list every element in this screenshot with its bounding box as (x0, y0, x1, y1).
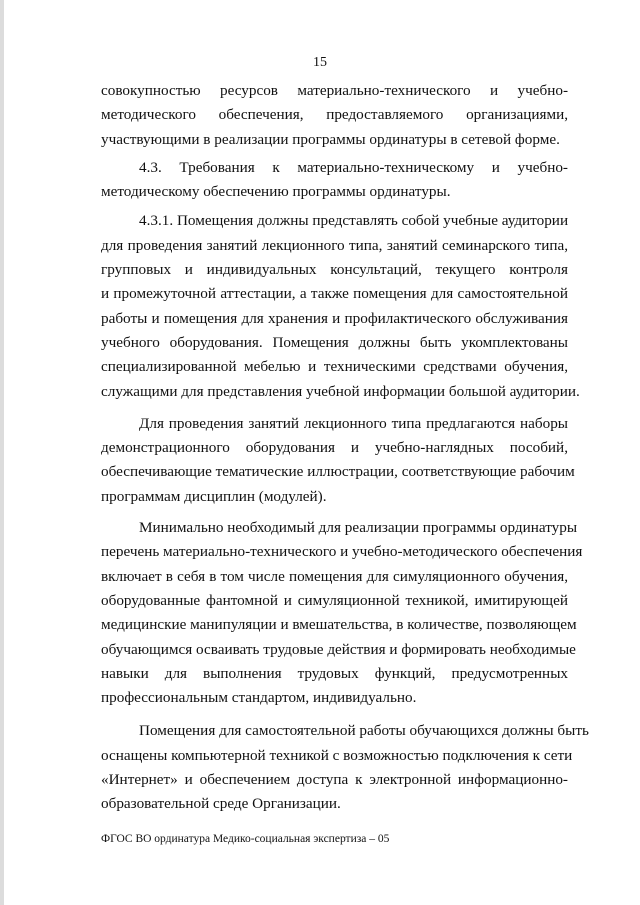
text-line: работы и помещения для хранения и профилактического обслуживания (101, 309, 568, 327)
text-line: методического обеспечения, предоставляемого организациями, (101, 106, 568, 124)
section-heading-4-3 (101, 156, 568, 205)
text-line: для проведения занятий лекционного типа, занятий семинарского типа, (101, 236, 568, 254)
text-line: обучающимся осваивать трудовые действия и формировать необходимые (101, 640, 576, 658)
document-body (101, 79, 589, 817)
text-line: служащими для представления учебной информации большой аудитории. (101, 382, 580, 400)
paragraph-self-study-rooms (101, 719, 589, 816)
section-number: 4.3. (139, 158, 162, 176)
text-line: обеспечивающие тематические иллюстрации, соответствующие рабочим (101, 463, 575, 481)
paragraph-4-3-1-premises (101, 209, 580, 403)
text-line: профессиональным стандартом, индивидуально. (101, 689, 417, 707)
text-line: Помещения для самостоятельной работы обучающихся должны быть (139, 722, 589, 740)
paragraph-lecture-equipment (101, 412, 575, 509)
page-footer: ФГОС ВО ординатура Медико-социальная экспертиза – 05 (101, 833, 390, 845)
section-heading-line (101, 156, 568, 180)
text-line: оснащены компьютерной техникой с возможностью подключения к сети (101, 746, 573, 764)
text-line: учебного оборудования. Помещения должны быть укомплектованы (101, 333, 568, 351)
text-line: медицинские манипуляции и вмешательства, в количестве, позволяющем (101, 616, 577, 634)
page-edge (0, 0, 4, 905)
paragraph-minimum-equipment (101, 516, 583, 710)
heading-word: материально-техническому (297, 158, 475, 176)
text-line: навыки для выполнения трудовых функций, предусмотренных (101, 664, 568, 682)
text-line: программам дисциплин (модулей). (101, 487, 327, 505)
text-line: демонстрационного оборудования и учебно-наглядных пособий, (101, 439, 568, 457)
paragraph-resources-continuation (101, 79, 568, 152)
text-line: и промежуточной аттестации, а также помещения для самостоятельной (101, 285, 568, 303)
text-line: перечень материально-технического и учебно-методического обеспечения (101, 543, 583, 561)
text-line: Для проведения занятий лекционного типа предлагаются наборы (139, 414, 568, 432)
text-line: образовательной среде Организации. (101, 795, 341, 813)
heading-word: учебно- (517, 158, 568, 176)
heading-word: к (272, 158, 280, 176)
text-line: «Интернет» и обеспечением доступа к электронной информационно- (101, 771, 568, 789)
text-line: участвующими в реализации программы ординатуры в сетевой форме. (101, 130, 560, 148)
text-line: групповых и индивидуальных консультаций, текущего контроля (101, 261, 568, 279)
text-line: включает в себя в том числе помещения для симуляционного обучения, (101, 567, 568, 585)
text-line: методическому обеспечению программы ординатуры. (101, 183, 451, 201)
text-line: специализированной мебелью и техническими средствами обучения, (101, 358, 568, 376)
text-line: оборудованные фантомной и симуляционной техникой, имитирующей (101, 591, 568, 609)
heading-word: Требования (179, 158, 255, 176)
text-line: Минимально необходимый для реализации программы ординатуры (139, 519, 578, 537)
page-number: 15 (313, 55, 327, 70)
heading-word: и (491, 158, 500, 176)
text-line: совокупностью ресурсов материально-технического и учебно- (101, 82, 568, 99)
text-line: 4.3.1. Помещения должны представлять собой учебные аудитории (139, 212, 569, 230)
